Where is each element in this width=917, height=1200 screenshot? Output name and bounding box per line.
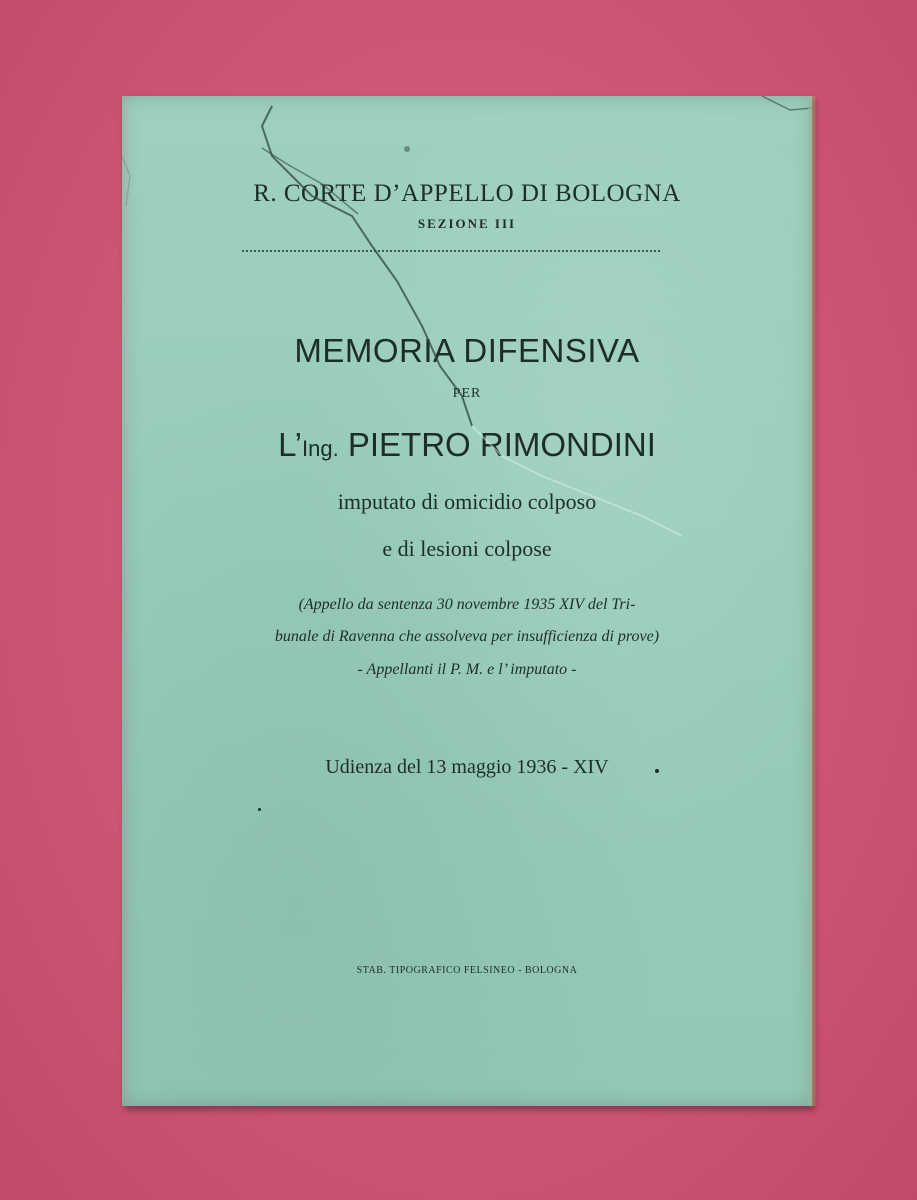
hearing-date: Udienza del 13 maggio 1936 - XIV	[325, 756, 609, 778]
name-title: Ing.	[301, 436, 339, 461]
charge-line-2: e di lesioni colpose	[382, 536, 552, 561]
court-heading: R. CORTE D’APPELLO DI BOLOGNA	[253, 180, 681, 207]
printer-imprint: STAB. TIPOGRAFICO FELSINEO - BOLOGNA	[356, 965, 578, 976]
document-title: MEMORIA DIFENSIVA	[294, 332, 640, 369]
section-label: SEZIONE III	[417, 216, 517, 231]
charge-line-1: imputato di omicidio colposo	[337, 489, 597, 514]
defendant-name: PIETRO RIMONDINI	[347, 426, 656, 463]
appeal-note-line-1: (Appello da sentenza 30 novembre 1935 XIV del Tri-	[298, 596, 636, 613]
appeal-note-line-2: bunale di Ravenna che assolveva per insufficienza di prove)	[274, 628, 660, 645]
document-cover	[122, 96, 812, 1106]
ink-speck	[258, 808, 261, 811]
per-label: PER	[452, 386, 482, 401]
appeal-note-line-3: - Appellanti il P. M. e l’ imputato -	[357, 661, 577, 678]
paper-edge	[808, 96, 816, 1106]
ink-speck	[404, 146, 410, 152]
ink-speck	[655, 769, 659, 773]
name-prefix: L’	[278, 426, 302, 463]
defendant-name-line	[122, 426, 812, 464]
dotted-divider	[242, 250, 660, 252]
